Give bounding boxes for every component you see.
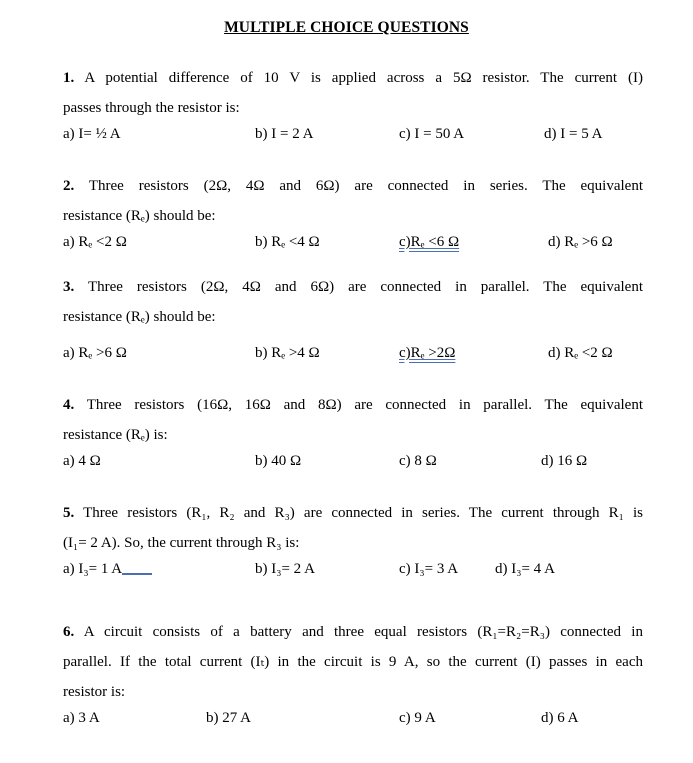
option-c[interactable]: c)Rₑ <6 Ω xyxy=(399,234,460,250)
option-b[interactable]: b) 27 A xyxy=(206,710,251,726)
option-a[interactable]: a) 4 Ω xyxy=(63,453,101,469)
question-stem-line: 6. A circuit consists of a battery and three equal resistors (R₁=R₂=R₃) connected in xyxy=(63,624,643,640)
option-a[interactable]: a) Rₑ <2 Ω xyxy=(63,234,127,250)
option-b[interactable]: b) Rₑ <4 Ω xyxy=(255,234,320,250)
option-b[interactable]: b) Rₑ >4 Ω xyxy=(255,345,320,361)
question-number: 2. xyxy=(63,178,75,194)
option-a[interactable]: a) I₃= 1 A xyxy=(63,561,152,578)
options-row xyxy=(63,561,643,581)
question-stem-line: resistance (Rₑ) should be: xyxy=(63,309,216,325)
question-number: 5. xyxy=(63,505,75,521)
option-d[interactable]: d) Rₑ >6 Ω xyxy=(548,234,613,250)
option-d[interactable]: d) 6 A xyxy=(541,710,579,726)
options-row xyxy=(63,453,643,473)
options-row xyxy=(63,710,643,730)
question-stem-line: resistance (Rₑ) should be: xyxy=(63,208,216,224)
question-number: 6. xyxy=(63,624,75,640)
question-1 xyxy=(63,63,643,146)
option-c[interactable]: c) I = 50 A xyxy=(399,126,465,142)
option-c[interactable]: c) 8 Ω xyxy=(399,453,437,469)
question-stem-line: 5. Three resistors (R₁, R₂ and R₃) are connected in series. The current through R₁ is xyxy=(63,505,643,521)
option-a[interactable]: a) I= ½ A xyxy=(63,126,121,142)
option-d[interactable]: d) 16 Ω xyxy=(541,453,588,469)
options-row xyxy=(63,234,643,254)
option-a[interactable]: a) 3 A xyxy=(63,710,100,726)
question-5 xyxy=(63,498,643,581)
question-stem-line: 2. Three resistors (2Ω, 4Ω and 6Ω) are connected in series. The equivalent xyxy=(63,178,643,194)
question-stem-line: parallel. If the total current (Iₜ) in the circuit is 9 A, so the current (I) passes in each xyxy=(63,654,643,670)
answer-blank-line xyxy=(122,573,152,575)
question-stem-line: 3. Three resistors (2Ω, 4Ω and 6Ω) are connected in parallel. The equivalent xyxy=(63,279,643,295)
option-a[interactable]: a) Rₑ >6 Ω xyxy=(63,345,127,361)
option-c[interactable]: c) 9 A xyxy=(399,710,436,726)
options-row xyxy=(63,345,643,365)
options-row xyxy=(63,126,643,146)
question-stem-line: passes through the resistor is: xyxy=(63,100,240,116)
question-stem-line: 1. A potential difference of 10 V is applied across a 5Ω resistor. The current (I) xyxy=(63,70,643,86)
question-number: 4. xyxy=(63,397,75,413)
question-2 xyxy=(63,171,643,254)
question-stem-line: 4. Three resistors (16Ω, 16Ω and 8Ω) are connected in parallel. The equivalent xyxy=(63,397,643,413)
option-b[interactable]: b) I = 2 A xyxy=(255,126,314,142)
question-4 xyxy=(63,390,643,473)
page-title: MULTIPLE CHOICE QUESTIONS xyxy=(224,19,469,36)
question-6 xyxy=(63,617,643,730)
option-d[interactable]: d) I = 5 A xyxy=(544,126,603,142)
option-b[interactable]: b) 40 Ω xyxy=(255,453,302,469)
option-d[interactable]: d) I₃= 4 A xyxy=(495,561,555,577)
option-d[interactable]: d) Rₑ <2 Ω xyxy=(548,345,613,361)
option-b[interactable]: b) I₃= 2 A xyxy=(255,561,315,577)
question-number: 1. xyxy=(63,70,75,86)
question-3 xyxy=(63,272,643,365)
option-c[interactable]: c) I₃= 3 A xyxy=(399,561,459,577)
question-number: 3. xyxy=(63,279,75,295)
question-stem-line: resistance (Rₑ) is: xyxy=(63,427,168,443)
question-stem-line: (I₁= 2 A). So, the current through R₃ is: xyxy=(63,535,300,551)
option-c[interactable]: c)Rₑ >2Ω xyxy=(399,345,456,361)
question-stem-line: resistor is: xyxy=(63,684,126,700)
